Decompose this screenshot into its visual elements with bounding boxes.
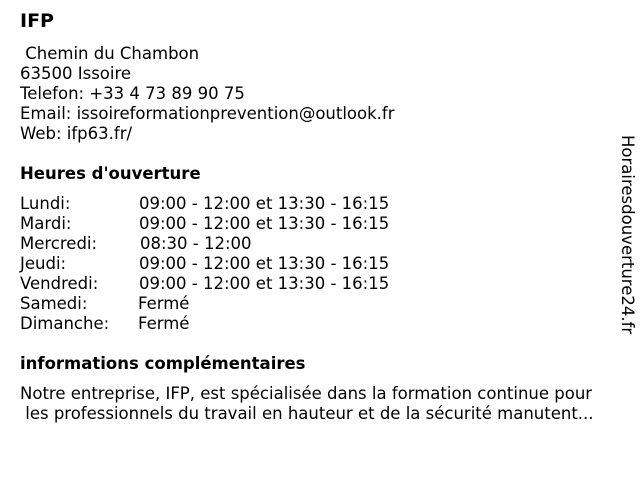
hours-row-tuesday — [20, 214, 440, 234]
hours-row-friday — [20, 274, 440, 294]
web-line: Web: ifp63.fr/ — [20, 124, 133, 143]
hours-row-thursday — [20, 254, 440, 274]
hours-day: Mercredi: — [20, 234, 98, 253]
hours-time: 09:00 - 12:00 et 13:30 - 16:15 — [139, 254, 390, 273]
hours-day: Lundi: — [20, 194, 71, 213]
address-street: Chemin du Chambon — [20, 44, 200, 63]
hours-day: Vendredi: — [20, 274, 99, 293]
hours-day: Jeudi: — [20, 254, 67, 273]
info-line-1: Notre entreprise, IFP, est spécialisée dans la formation continue pour — [20, 384, 593, 403]
contact-block — [20, 44, 395, 144]
hours-row-saturday — [20, 294, 440, 314]
info-description — [20, 384, 630, 424]
hours-time: 09:00 - 12:00 et 13:30 - 16:15 — [139, 194, 390, 213]
hours-day: Dimanche: — [20, 314, 110, 333]
hours-day: Samedi: — [20, 294, 88, 313]
hours-row-sunday — [20, 314, 440, 334]
hours-row-monday — [20, 194, 440, 214]
info-heading: informations complémentaires — [20, 354, 306, 373]
info-line-2: les professionnels du travail en hauteur et de la sécurité manutent... — [20, 404, 594, 423]
site-watermark: Horairesdouverture24.fr — [618, 135, 637, 335]
email-line: Email: issoireformationprevention@outlook.fr — [20, 104, 395, 123]
hours-time: 09:00 - 12:00 et 13:30 - 16:15 — [139, 214, 390, 233]
phone-line: Telefon: +33 4 73 89 90 75 — [20, 84, 245, 103]
hours-time: 09:00 - 12:00 et 13:30 - 16:15 — [139, 274, 390, 293]
hours-row-wednesday — [20, 234, 440, 254]
business-name: IFP — [20, 10, 54, 32]
hours-time: Fermé — [138, 294, 190, 313]
hours-time: Fermé — [138, 314, 190, 333]
address-city: 63500 Issoire — [20, 64, 132, 83]
hours-time: 08:30 - 12:00 — [140, 234, 252, 253]
hours-heading: Heures d'ouverture — [20, 164, 201, 183]
hours-table — [20, 194, 440, 334]
hours-day: Mardi: — [20, 214, 72, 233]
